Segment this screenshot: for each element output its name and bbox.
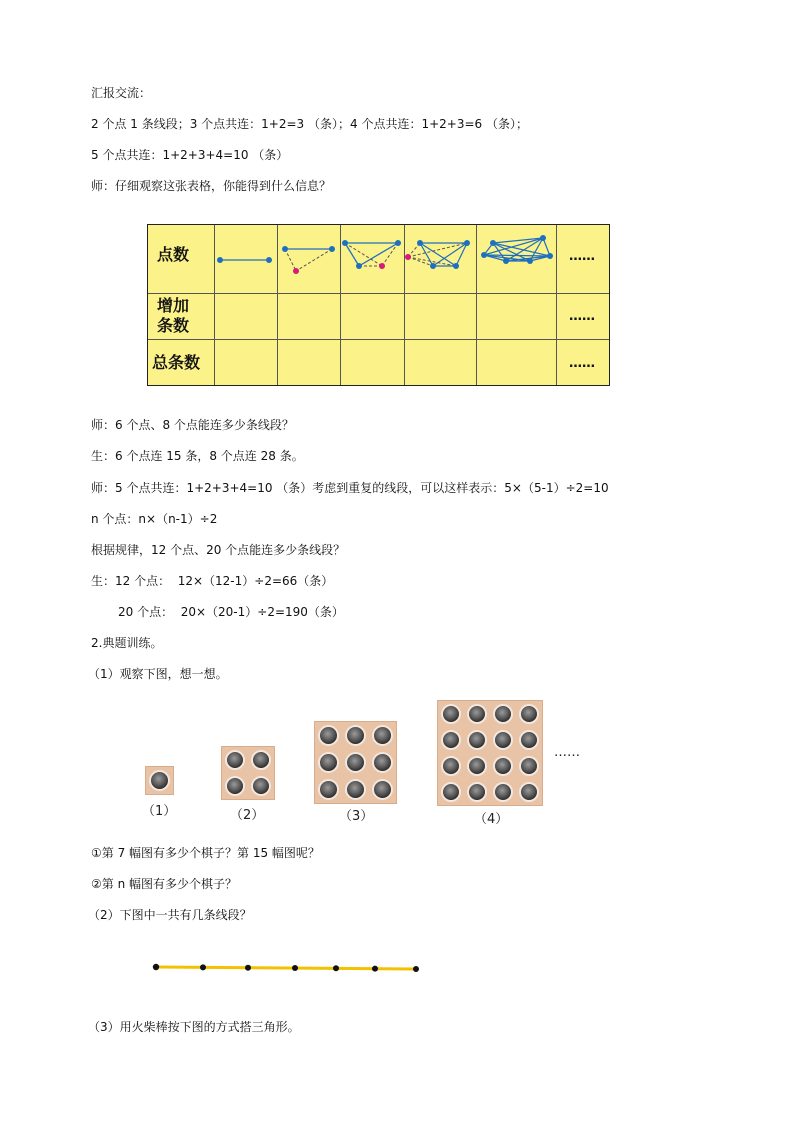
chess-piece — [519, 756, 539, 776]
text-line: 根据规律，12 个点、20 个点能连多少条线段？ — [91, 543, 346, 557]
chess-piece — [372, 752, 393, 773]
row-label-added-b: 条数 — [157, 316, 190, 335]
three-points-diagram — [282, 246, 335, 274]
chess-piece — [519, 704, 539, 724]
text-line: 2 个点 1 条线段；3 个点共连：1+2=3 （条）；4 个点共连：1+2+3=6 （条）； — [91, 117, 528, 131]
chess-piece — [441, 756, 461, 776]
text-line: ②第 n 幅图有多少个棋子？ — [91, 877, 237, 891]
ellipsis: …… — [554, 745, 580, 760]
chess-grid-4 — [438, 701, 542, 805]
chess-piece — [345, 779, 366, 800]
figure-caption: （1） — [142, 804, 177, 819]
text-line: （1）观察下图，想一想。 — [88, 667, 228, 681]
figure-caption: （3） — [339, 809, 374, 824]
chess-piece — [467, 756, 487, 776]
points-diagram — [148, 225, 611, 293]
chess-piece — [318, 752, 339, 773]
chess-piece — [519, 730, 539, 750]
chess-piece — [467, 782, 487, 802]
chess-piece — [345, 725, 366, 746]
chess-piece — [493, 782, 513, 802]
segment-diagram — [148, 958, 428, 978]
points-table — [147, 224, 610, 386]
two-points-diagram — [217, 257, 272, 263]
chess-piece — [441, 782, 461, 802]
row-label-total: 总条数 — [152, 353, 201, 372]
chess-piece — [251, 776, 271, 796]
text-line: 汇报交流： — [91, 86, 152, 100]
text-line: 5 个点共连：1+2+3+4=10 （条） — [91, 148, 289, 162]
text-line: 师：6 个点、8 个点能连多少条线段？ — [91, 418, 294, 432]
text-line: 生：6 个点连 15 条，8 个点连 28 条。 — [91, 449, 304, 463]
figure-caption: （4） — [474, 812, 509, 827]
chess-piece — [225, 776, 245, 796]
chess-piece — [441, 730, 461, 750]
six-points-diagram — [481, 235, 553, 264]
chess-piece — [318, 725, 339, 746]
chess-piece — [251, 750, 271, 770]
text-line: ①第 7 幅图有多少个棋子？第 15 幅图呢？ — [91, 846, 320, 860]
chess-grid-2 — [222, 747, 274, 799]
chess-piece — [372, 725, 393, 746]
text-line: （3）用火柴棒按下图的方式搭三角形。 — [88, 1020, 300, 1034]
row-label-points: 点数 — [157, 245, 190, 264]
row-label-added-a: 增加 — [157, 296, 190, 315]
row-label-added — [157, 296, 189, 336]
chess-piece — [493, 756, 513, 776]
text-line: n 个点：n×（n-1）÷2 — [91, 512, 218, 526]
chess-piece — [519, 782, 539, 802]
chess-piece — [345, 752, 366, 773]
chess-piece — [149, 770, 170, 791]
text-line: （2）下图中一共有几条线段？ — [88, 908, 252, 922]
chess-piece — [372, 779, 393, 800]
ellipsis: …… — [569, 356, 595, 371]
text-line: 师：5 个点共连：1+2+3+4=10 （条）考虑到重复的线段，可以这样表示：5×（5-1）÷2=10 — [91, 481, 609, 495]
chess-grid-3 — [315, 722, 396, 803]
ellipsis: …… — [569, 249, 595, 264]
four-points-diagram — [342, 240, 401, 269]
text-line: 师：仔细观察这张表格，你能得到什么信息？ — [91, 179, 332, 193]
ellipsis: …… — [569, 309, 595, 324]
text-line: 生：12 个点： 12×（12-1）÷2=66（条） — [91, 574, 334, 588]
figure-caption: （2） — [230, 808, 265, 823]
chess-piece — [318, 779, 339, 800]
five-points-diagram — [405, 240, 470, 269]
chess-piece — [225, 750, 245, 770]
chess-piece — [467, 704, 487, 724]
text-line: 2.典题训练。 — [91, 636, 163, 650]
chess-piece — [493, 704, 513, 724]
text-line: 20 个点： 20×（20-1）÷2=190（条） — [118, 605, 344, 619]
chess-piece — [493, 730, 513, 750]
chess-piece — [441, 704, 461, 724]
chess-piece — [467, 730, 487, 750]
chess-grid-1 — [146, 767, 173, 794]
